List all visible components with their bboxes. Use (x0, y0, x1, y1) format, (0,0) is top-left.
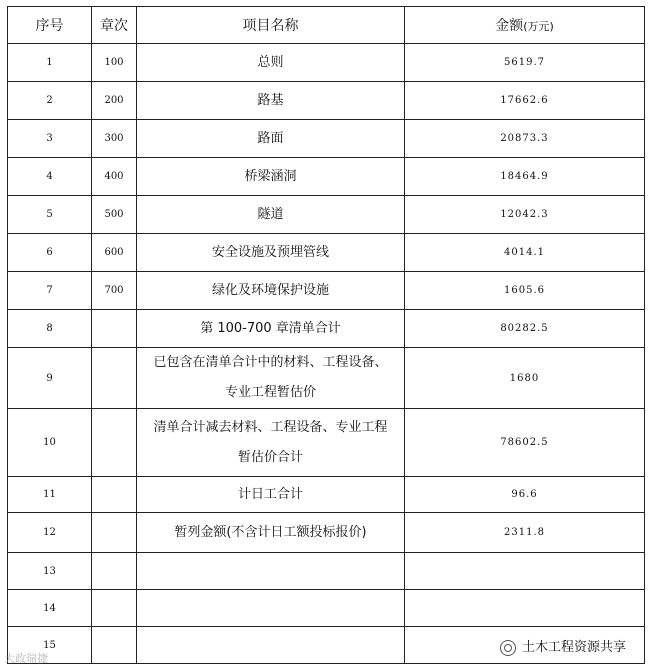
cell-amount: 18464.9 (405, 158, 645, 196)
cell-chapter (92, 348, 137, 409)
cell-amount: 20873.3 (405, 120, 645, 158)
watermark-right-text: 土木工程资源共享 (521, 640, 626, 655)
cell-no: 11 (8, 477, 92, 513)
cell-name-line: 隧道 (257, 206, 284, 222)
cell-chapter: 200 (92, 82, 137, 120)
cell-name (137, 120, 405, 158)
cell-name (137, 553, 405, 590)
cell-name (137, 627, 405, 664)
header-no: 序号 (8, 7, 92, 44)
cell-name-line: 已包含在清单合计中的材料、工程设备、 (153, 355, 388, 370)
cell-name-line: 路面 (257, 130, 284, 146)
cell-no: 15 (8, 627, 92, 664)
cell-name (137, 590, 405, 627)
cell-name-line: 专业工程暂估价 (224, 385, 316, 400)
cell-amount: 2311.8 (405, 513, 645, 553)
watermark-right (496, 634, 630, 658)
cell-chapter: 100 (92, 44, 137, 82)
table-row (8, 44, 645, 82)
cell-no: 9 (8, 348, 92, 409)
table-row (8, 158, 645, 196)
cell-no: 4 (8, 158, 92, 196)
cell-name (137, 348, 405, 409)
cell-name-line: 总则 (257, 54, 284, 70)
cell-amount: 1605.6 (405, 272, 645, 310)
cell-no: 8 (8, 310, 92, 348)
table-row (8, 234, 645, 272)
cell-amount: 12042.3 (405, 196, 645, 234)
cell-no: 13 (8, 553, 92, 590)
cell-chapter (92, 310, 137, 348)
budget-table (7, 6, 645, 664)
cell-chapter (92, 553, 137, 590)
cell-no: 7 (8, 272, 92, 310)
cell-amount (405, 553, 645, 590)
table-header-row (8, 7, 645, 44)
cell-name (137, 44, 405, 82)
cell-chapter: 500 (92, 196, 137, 234)
cell-amount (405, 590, 645, 627)
cell-no: 12 (8, 513, 92, 553)
cell-chapter (92, 477, 137, 513)
watermark-left: 大政瑞捷 (4, 652, 48, 665)
cell-chapter: 400 (92, 158, 137, 196)
table-row (8, 196, 645, 234)
cell-name-line: 清单合计减去材料、工程设备、专业工程 (153, 419, 388, 435)
cell-name (137, 158, 405, 196)
cell-chapter (92, 409, 137, 477)
cell-name (137, 513, 405, 553)
cell-name (137, 272, 405, 310)
cell-amount: 4014.1 (405, 234, 645, 272)
cell-no: 5 (8, 196, 92, 234)
header-name: 项目名称 (137, 7, 405, 44)
cell-name (137, 310, 405, 348)
header-amount-unit: (万元) (523, 20, 554, 33)
cell-amount: 5619.7 (405, 44, 645, 82)
cell-name (137, 409, 405, 477)
table-row (8, 590, 645, 627)
cell-name-line: 安全设施及预埋管线 (211, 244, 329, 260)
table-row (8, 513, 645, 553)
table-row (8, 477, 645, 513)
cell-amount: 1680 (405, 348, 645, 409)
table-row (8, 120, 645, 158)
cell-chapter (92, 513, 137, 553)
cell-amount: 96.6 (405, 477, 645, 513)
table-row (8, 310, 645, 348)
cell-name-line: 暂估价合计 (237, 449, 303, 465)
cell-no: 1 (8, 44, 92, 82)
cell-chapter: 700 (92, 272, 137, 310)
cell-no: 14 (8, 590, 92, 627)
table-row (8, 82, 645, 120)
cell-name-line: 路基 (257, 92, 284, 108)
cell-name-line: 第 100-700 章清单合计 (200, 320, 341, 336)
table-row (8, 553, 645, 590)
header-chapter: 章次 (92, 7, 137, 44)
cell-name-line: 暂列金额(不含计日工额投标报价) (174, 524, 367, 540)
cell-no: 2 (8, 82, 92, 120)
cell-chapter: 300 (92, 120, 137, 158)
table-row (8, 272, 645, 310)
cell-name-line: 绿化及环境保护设施 (211, 282, 329, 298)
cell-name (137, 234, 405, 272)
cell-no: 6 (8, 234, 92, 272)
cell-name (137, 196, 405, 234)
cell-amount: 78602.5 (405, 409, 645, 477)
header-amount (405, 7, 645, 44)
cell-chapter: 600 (92, 234, 137, 272)
table-row (8, 409, 645, 477)
cell-name-line: 桥梁涵洞 (244, 168, 297, 184)
cell-name-line: 计日工合计 (237, 486, 303, 502)
cell-name (137, 477, 405, 513)
header-amount-label: 金额 (495, 18, 524, 34)
cell-amount: 80282.5 (405, 310, 645, 348)
cell-chapter (92, 627, 137, 664)
cell-amount: 17662.6 (405, 82, 645, 120)
cell-chapter (92, 590, 137, 627)
cell-no: 3 (8, 120, 92, 158)
wechat-icon (500, 640, 516, 656)
table-row (8, 348, 645, 409)
cell-name (137, 82, 405, 120)
cell-no: 10 (8, 409, 92, 477)
